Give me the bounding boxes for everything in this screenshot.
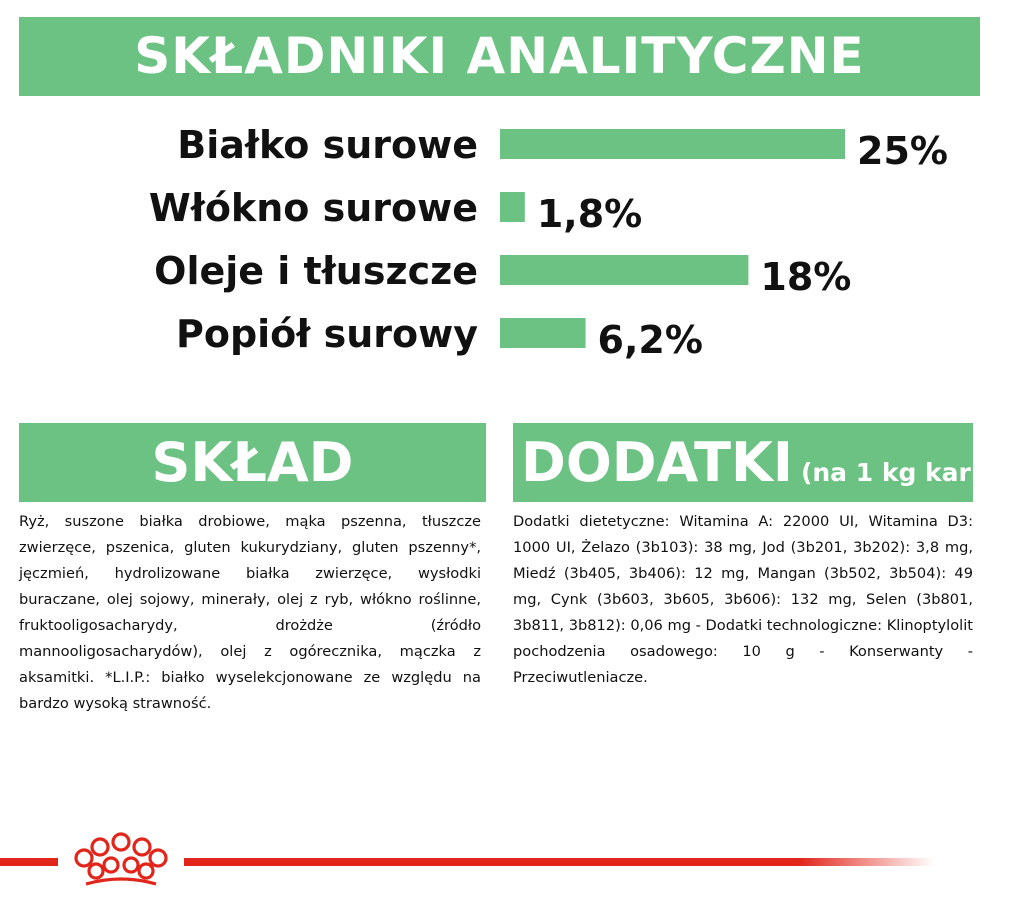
dodatki-subtitle: (na 1 kg karmy)	[800, 458, 1025, 487]
bar-2	[500, 255, 748, 285]
value-label-3: 6,2%	[597, 318, 703, 362]
sklad-text: Ryż, suszone białka drobiowe, mąka pszenna, tłuszcze zwierzęce, pszenica, gluten kukurydziany, gluten pszenny*, jęczmień, hydrolizowane białka zwierzęce, wysłodki buraczane, olej sojowy, minerały, olej z ryb, włókno roślinne, fruktooligosacharydy, drożdże (źródło mannooligosacharydów), olej z ogórecznika, mączka z aksamitki. *L.I.P.: białko wyselekcjonowane ze względu na bardzo wysoką strawność.	[19, 513, 481, 712]
dodatki-title-banner	[513, 423, 1025, 502]
sklad-title-banner	[19, 423, 486, 502]
analytic-bar-chart	[0, 105, 993, 375]
analytic-title: SKŁADNIKI ANALITYCZNE	[134, 27, 865, 85]
category-label-0: Białko surowe	[177, 123, 478, 167]
footer-line-left	[0, 858, 58, 866]
analytic-title-banner	[19, 17, 980, 96]
bar-3	[500, 318, 586, 348]
bar-1	[500, 192, 525, 222]
category-label-1: Włókno surowe	[148, 186, 478, 230]
footer-line-right	[184, 858, 934, 866]
value-label-0: 25%	[857, 129, 948, 173]
royal-canin-crown-icon	[76, 834, 166, 884]
dodatki-title: DODATKI	[521, 431, 793, 494]
bar-0	[500, 129, 845, 159]
value-label-1: 1,8%	[536, 192, 643, 236]
category-label-3: Popiół surowy	[175, 312, 478, 356]
category-label-2: Oleje i tłuszcze	[154, 249, 478, 293]
footer-brand-bar	[0, 832, 993, 892]
value-label-2: 18%	[760, 255, 852, 299]
sklad-title: SKŁAD	[151, 431, 354, 494]
dodatki-text: Dodatki dietetyczne: Witamina A: 22000 UI, Witamina D3: 1000 UI, Żelazo (3b103): 38 mg, Jod (3b201, 3b202): 3,8 mg, Miedź (3b405, 3b406): 12 mg, Mangan (3b502, 3b504): 49 mg, Cynk (3b603, 3b605, 3b606): 132 mg, Selen (3b801, 3b811, 3b812): 0,06 mg - Dodatki technologiczne: Klinoptylolit pochodzenia osadowego: 10 g - Konserwanty - Przeciwutleniacze.	[513, 513, 973, 686]
